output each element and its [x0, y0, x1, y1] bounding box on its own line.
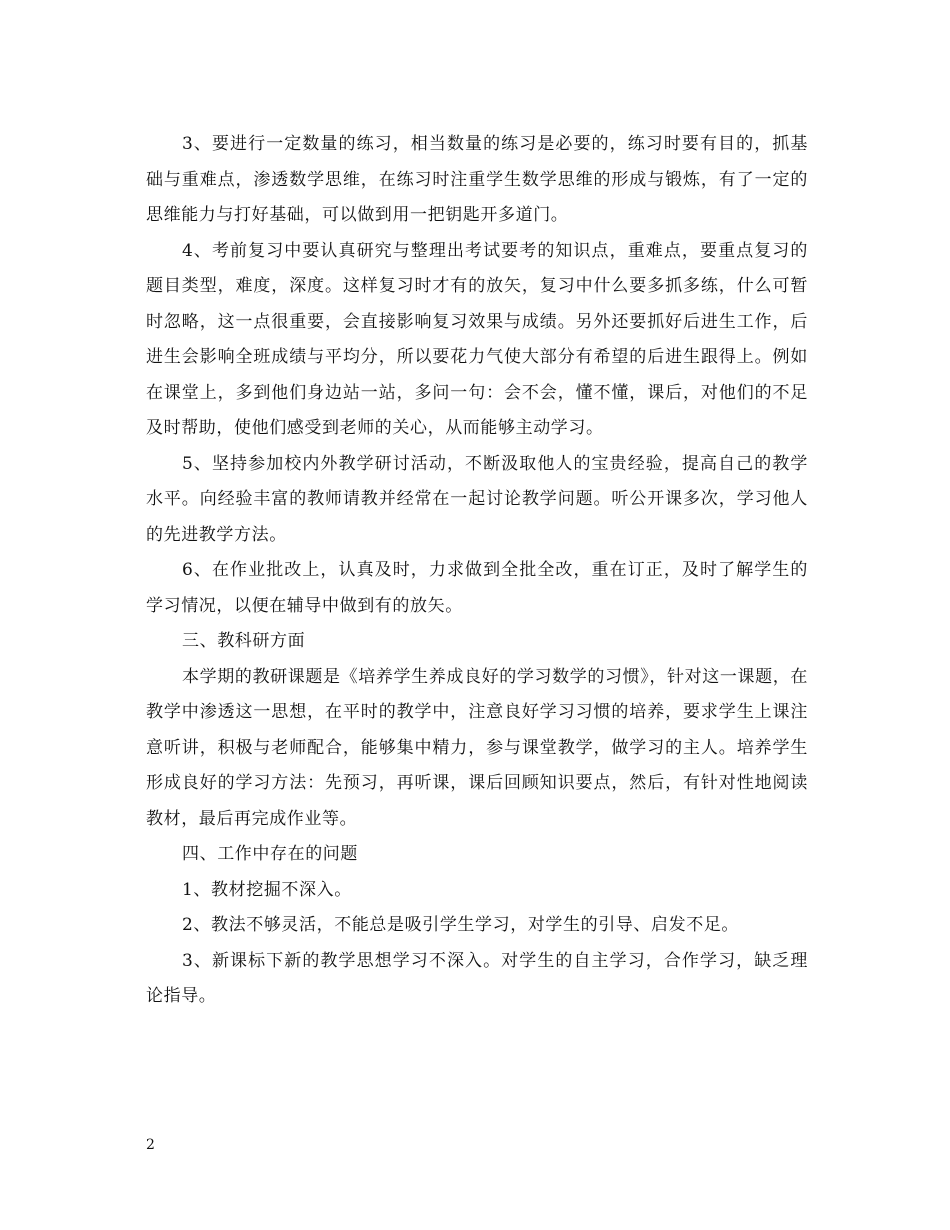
- document-body: [146, 127, 808, 1015]
- problem-item-3: 3、新课标下新的教学思想学习不深入。对学生的自主学习，合作学习，缺乏理论指导。: [146, 950, 808, 1006]
- page-number: 2: [146, 1137, 155, 1153]
- paragraph-exam-review: 4、考前复习中要认真研究与整理出考试要考的知识点，重难点，要重点复习的题目类型，难度，深度。这样复习时才有的放矢，复习中什么要多抓多练，什么可暂时忽略，这一点很重要，会直接影响复习效果与成绩。另外还要抓好后进生工作，后进生会影响全班成绩与平均分，所以要花力气使大部分有希望的后进生跟得上。例如在课堂上，多到他们身边站一站，多问一句：会不会，懂不懂，课后，对他们的不足及时帮助，使他们感受到老师的关心，从而能够主动学习。: [146, 240, 808, 438]
- problem-item-2: 2、教法不够灵活，不能总是吸引学生学习，对学生的引导、启发不足。: [182, 915, 740, 935]
- problem-item-1: 1、教材挖掘不深入。: [182, 879, 352, 900]
- paragraph-teaching-research-activities: 5、坚持参加校内外教学研讨活动，不断汲取他人的宝贵经验，提高自己的教学水平。向经验丰富的教师请教并经常在一起讨论教学问题。听公开课多次，学习他人的先进教学方法。: [146, 453, 808, 545]
- paragraph-research-topic: 本学期的教研课题是《培养学生养成良好的学习数学的习惯》，针对这一课题，在教学中渗透这一思想，在平时的教学中，注意良好学习习惯的培养，要求学生上课注意听讲，积极与老师配合，能够集中精力，参与课堂教学，做学习的主人。培养学生形成良好的学习方法：先预习，再听课，课后回顾知识要点，然后，有针对性地阅读教材，最后再完成作业等。: [146, 666, 808, 829]
- paragraph-homework-correction: 6、在作业批改上，认真及时，力求做到全批全改，重在订正，及时了解学生的学习情况，以便在辅导中做到有的放矢。: [146, 560, 808, 616]
- section-heading-problems: 四、工作中存在的问题: [182, 844, 358, 864]
- section-heading-research: 三、教科研方面: [182, 631, 306, 651]
- paragraph-practice: 3、要进行一定数量的练习，相当数量的练习是必要的，练习时要有目的，抓基础与重难点，渗透数学思维，在练习时注重学生数学思维的形成与锻炼，有了一定的思维能力与打好基础，可以做到用一把钥匙开多道门。: [146, 134, 808, 225]
